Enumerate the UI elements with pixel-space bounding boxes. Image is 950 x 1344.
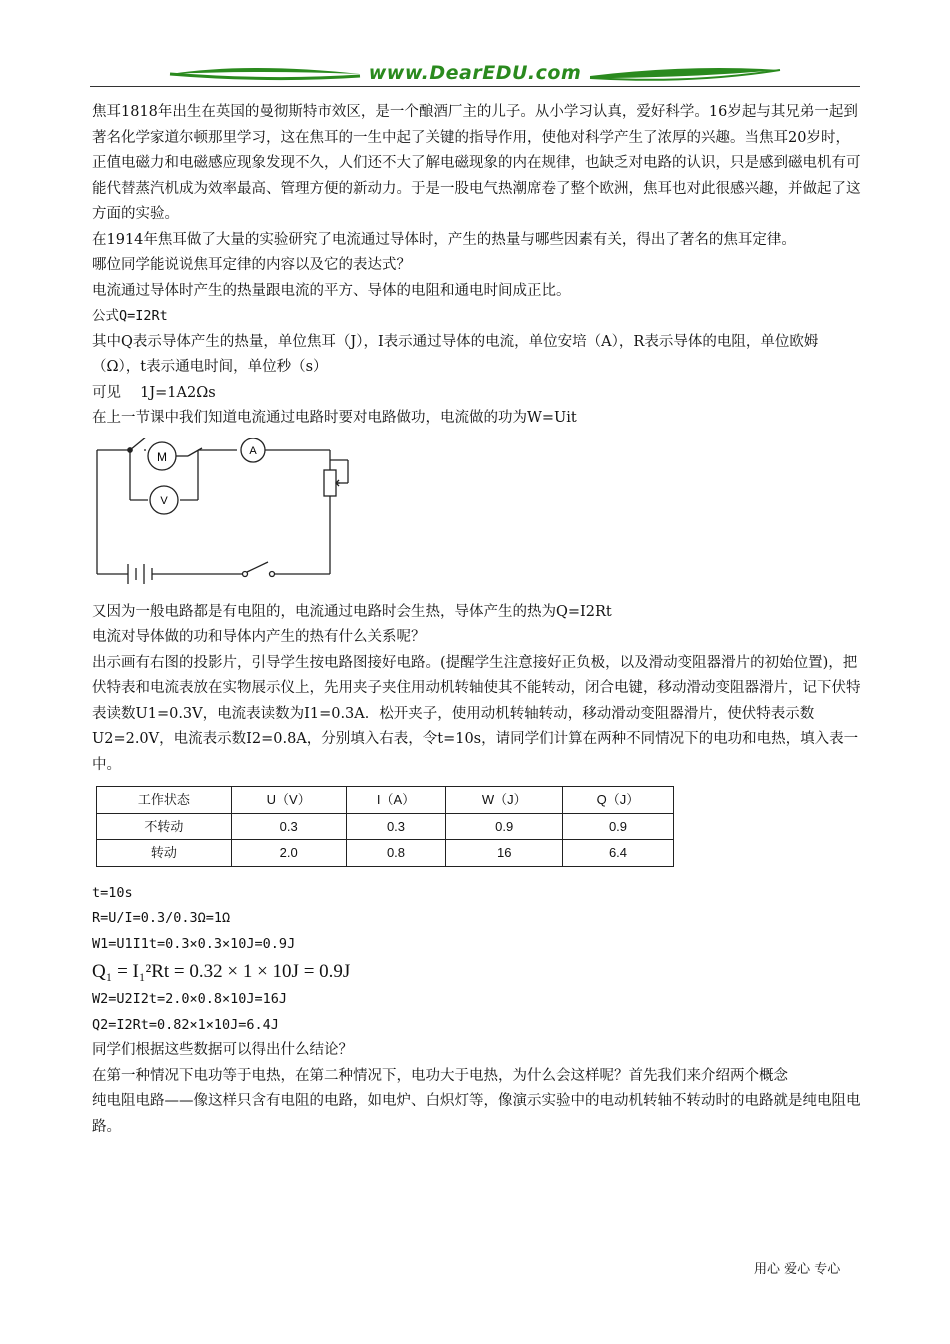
paragraph-joule-bio: 焦耳1818年出生在英国的曼彻斯特市效区，是一个酿酒厂主的儿子。从小学习认真，爱好科学。16岁起与其兄弟一起到著名化学家道尔顿那里学习，这在焦耳的一生中起了关键的指导作用，使他对科学产生了浓厚的兴趣。当焦耳20岁时，正值电磁力和电磁感应现象发现不久，人们还不大了解电磁现象的内在规律，也缺乏对电路的认识，只是感到磁电机有可能代替蒸汽机成为效率最高、管理方便的新动力。于是一股电气热潮席卷了整个欧洲，焦耳也对此很感兴趣，并做起了这方面的实验。 <box>92 104 861 222</box>
table-cell: 不转动 <box>97 813 232 840</box>
calc-heat-2: Q2=I2Rt=0.82×1×10J=6.4J <box>92 1016 279 1033</box>
table-header: 工作状态 <box>97 787 232 814</box>
calc-time: t=10s <box>92 884 133 901</box>
paragraph-joule-law-history: 在1914年焦耳做了大量的实验研究了电流通过导体时，产生的热量与哪些因素有关，得出了著名的焦耳定律。 <box>92 231 796 248</box>
table-header-row <box>97 787 674 814</box>
calc-heat-1-formula: Q₁ = I₁²Rt = 0.32 × 1 × 10J = 0.9J <box>92 961 351 982</box>
paragraph-formula: 公式Q=I2Rt <box>92 308 168 324</box>
ammeter-label: A <box>249 444 257 457</box>
table-row <box>97 813 674 840</box>
table-cell: 16 <box>446 840 562 867</box>
header-logo-text[interactable]: www.DearEDU.com <box>368 62 582 84</box>
table-cell: 0.3 <box>346 813 446 840</box>
calc-work-1: W1=U1I1t=0.3×0.3×10J=0.9J <box>92 935 296 952</box>
paragraph-law-statement: 电流通过导体时产生的热量跟电流的平方、导体的电阻和通电时间成正比。 <box>92 282 571 299</box>
table-cell: 6.4 <box>562 840 673 867</box>
paragraph-pure-resistor: 纯电阻电路——像这样只含有电阻的电路，如电炉、白炽灯等，像演示实验中的电动机转轴不转动时的电路就是纯电阻电路。 <box>92 1093 861 1135</box>
table-cell: 0.9 <box>446 813 562 840</box>
calc-work-2: W2=U2I2t=2.0×0.8×10J=16J <box>92 991 288 1007</box>
paragraph-conclusion-question: 同学们根据这些数据可以得出什么结论？ <box>92 1042 353 1058</box>
table-header: U（V） <box>231 787 346 814</box>
table-cell: 0.9 <box>562 813 673 840</box>
header-rule <box>90 86 860 87</box>
motor-label: M <box>157 449 167 464</box>
table-header: I（A） <box>346 787 446 814</box>
paragraph-unit-relation: 可见 1J=1A2Ωs <box>92 384 216 401</box>
paragraph-units: 其中Q表示导体产生的热量，单位焦耳（J），I表示通过导体的电流，单位安培（A），R表示导体的电阻，单位欧姆（Ω），t表示通电时间，单位秒（s） <box>92 333 819 375</box>
paragraph-heat-formula: 又因为一般电路都是有电阻的，电流通过电路时会生热，导体产生的热为Q=I2Rt <box>92 603 612 620</box>
paragraph-relation-question: 电流对导体做的功和导体内产生的热有什么关系呢？ <box>92 629 426 645</box>
data-table <box>96 786 674 867</box>
table-row <box>97 840 674 867</box>
table-cell: 0.8 <box>346 840 446 867</box>
calc-resistance: R=U/I=0.3/0.3Ω=1Ω <box>92 910 231 926</box>
document-body <box>92 100 862 1140</box>
footer-slogan: 用心 爱心 专心 <box>754 1262 841 1277</box>
voltmeter-label: V <box>160 494 168 507</box>
table-cell: 转动 <box>97 840 232 867</box>
circuit-diagram <box>92 438 352 586</box>
table-cell: 0.3 <box>231 813 346 840</box>
table-header: Q（J） <box>562 787 673 814</box>
paragraph-question: 哪位同学能说说焦耳定律的内容以及它的表达式？ <box>92 257 411 273</box>
paragraph-work-formula: 在上一节课中我们知道电流通过电路时要对电路做功，电流做的功为W=Uit <box>92 410 577 426</box>
page-header <box>90 58 860 92</box>
paragraph-comparison: 在第一种情况下电功等于电热，在第二种情况下，电功大于电热，为什么会这样呢？首先我们来介绍两个概念 <box>92 1067 788 1084</box>
table-header: W（J） <box>446 787 562 814</box>
paragraph-experiment: 出示画有右图的投影片，引导学生按电路图接好电路。(提醒学生注意接好正负极，以及滑动变阻器滑片的初始位置)，把伏特表和电流表放在实物展示仪上，先用夹子夹住用动机转轴使其不能转动，闭合电键，移动滑动变阻器滑片，记下伏特表读数U1=0.3V，电流表读数为I1=0.3A．松开夹子，使用动机转轴转动，移动滑动变阻器滑片，使伏特表示数U2=2.0V，电流表示数I2=0.8A，分别填入右表，令t=10s，请同学们计算在两种不同情况下的电功和电热，填入表一中。 <box>92 654 861 773</box>
table-cell: 2.0 <box>231 840 346 867</box>
